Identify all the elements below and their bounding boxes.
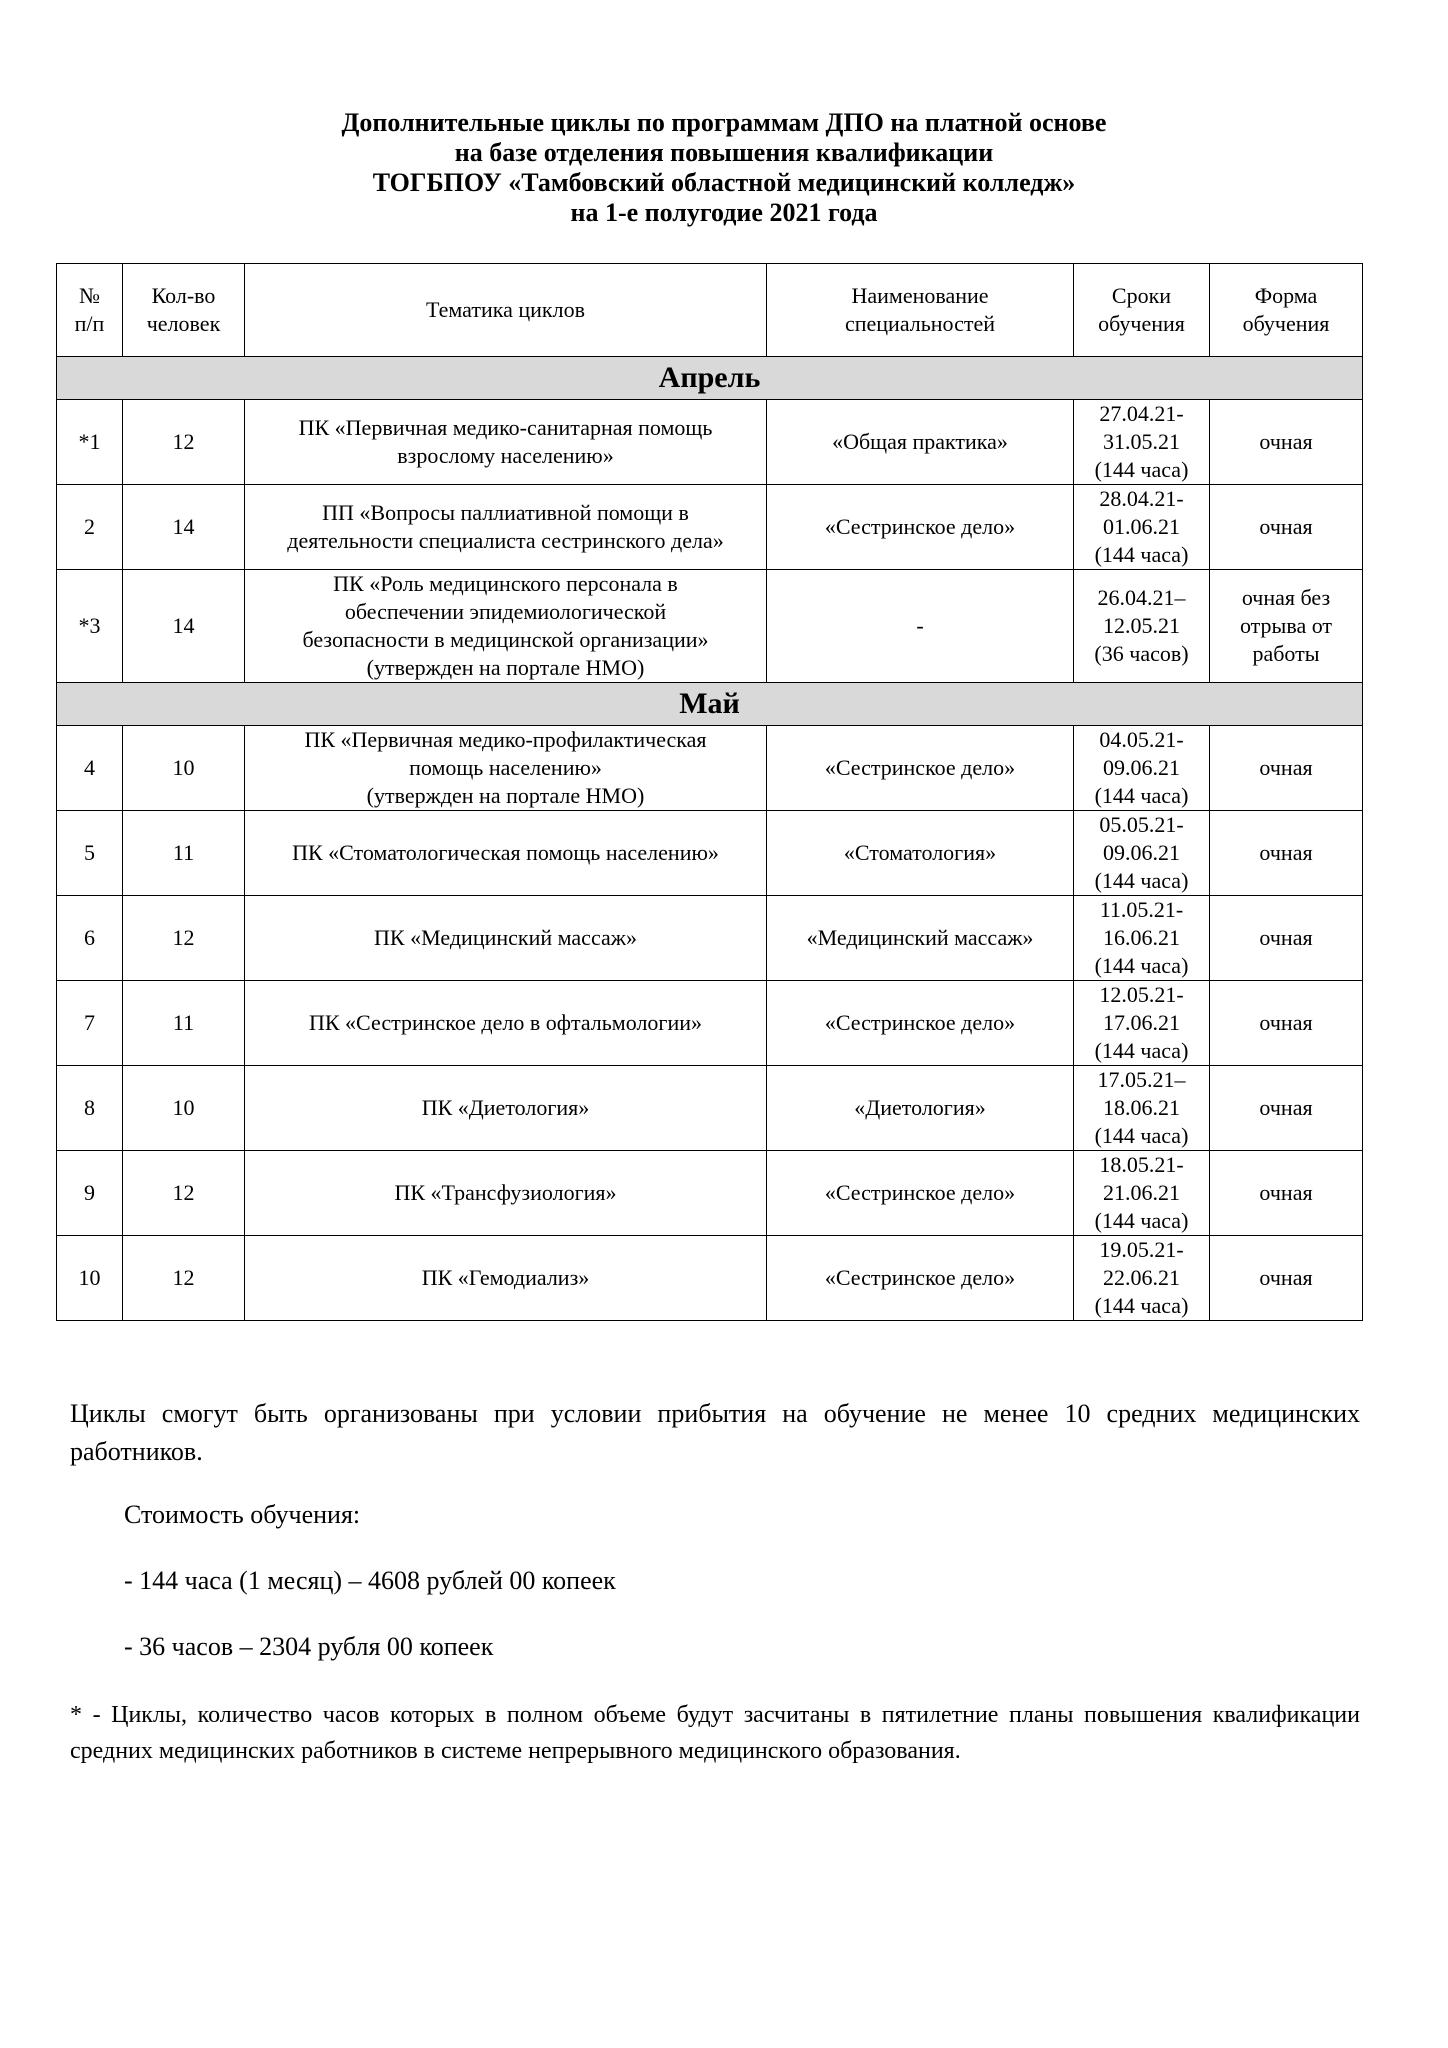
header-form: Форма обучения xyxy=(1210,264,1363,357)
cell-topic: ПК «Первичная медико-профилактическая помощь населению» (утвержден на портале НМО) xyxy=(245,726,767,811)
table-header-row xyxy=(57,264,1363,357)
cell-specialty: «Сестринское дело» xyxy=(767,981,1074,1066)
cell-topic: ПП «Вопросы паллиативной помощи в деятельности специалиста сестринского дела» xyxy=(245,485,767,570)
header-number: № п/п xyxy=(57,264,123,357)
cell-specialty: «Общая практика» xyxy=(767,400,1074,485)
cell-specialty: «Сестринское дело» xyxy=(767,485,1074,570)
table-row xyxy=(57,1151,1363,1236)
table-row xyxy=(57,981,1363,1066)
cell-specialty: «Диетология» xyxy=(767,1066,1074,1151)
cell-specialty: «Сестринское дело» xyxy=(767,726,1074,811)
cell-topic: ПК «Роль медицинского персонала в обеспечении эпидемиологической безопасности в медицинской организации» (утвержден на портале НМО) xyxy=(245,570,767,683)
cell-specialty: «Сестринское дело» xyxy=(767,1236,1074,1321)
table-row xyxy=(57,896,1363,981)
cell-dates: 11.05.21- 16.06.21 (144 часа) xyxy=(1074,896,1210,981)
cell-dates: 26.04.21– 12.05.21 (36 часов) xyxy=(1074,570,1210,683)
table-row xyxy=(57,485,1363,570)
header-dates: Сроки обучения xyxy=(1074,264,1210,357)
cell-topic: ПК «Стоматологическая помощь населению» xyxy=(245,811,767,896)
cell-dates: 04.05.21- 09.06.21 (144 часа) xyxy=(1074,726,1210,811)
cell-number: 8 xyxy=(57,1066,123,1151)
cell-form: очная xyxy=(1210,896,1363,981)
cell-form: очная без отрыва от работы xyxy=(1210,570,1363,683)
cost-36-hours: - 36 часов – 2304 рубля 00 копеек xyxy=(124,1632,494,1661)
table-row xyxy=(57,726,1363,811)
cell-dates: 18.05.21- 21.06.21 (144 часа) xyxy=(1074,1151,1210,1236)
table-row xyxy=(57,400,1363,485)
cell-dates: 05.05.21- 09.06.21 (144 часа) xyxy=(1074,811,1210,896)
cell-form: очная xyxy=(1210,485,1363,570)
cell-people: 12 xyxy=(123,400,245,485)
cell-specialty: «Стоматология» xyxy=(767,811,1074,896)
cell-people: 11 xyxy=(123,981,245,1066)
cell-specialty: - xyxy=(767,570,1074,683)
cell-topic: ПК «Трансфузиология» xyxy=(245,1151,767,1236)
cell-number: 6 xyxy=(57,896,123,981)
cell-people: 12 xyxy=(123,1236,245,1321)
cell-number: 2 xyxy=(57,485,123,570)
cell-form: очная xyxy=(1210,1151,1363,1236)
document-title xyxy=(0,108,1448,228)
table-row xyxy=(57,811,1363,896)
cell-number: *3 xyxy=(57,570,123,683)
cell-topic: ПК «Гемодиализ» xyxy=(245,1236,767,1321)
month-row-april xyxy=(57,357,1363,400)
cell-form: очная xyxy=(1210,726,1363,811)
cell-topic: ПК «Первичная медико-санитарная помощь взрослому населению» xyxy=(245,400,767,485)
cell-number: 5 xyxy=(57,811,123,896)
cell-people: 12 xyxy=(123,896,245,981)
cost-144-hours: - 144 часа (1 месяц) – 4608 рублей 00 копеек xyxy=(124,1566,616,1595)
month-row-may xyxy=(57,683,1363,726)
cell-specialty: «Сестринское дело» xyxy=(767,1151,1074,1236)
title-line-1: Дополнительные циклы по программам ДПО на платной основе xyxy=(341,108,1107,137)
title-line-2: на базе отделения повышения квалификации xyxy=(454,138,994,167)
cell-form: очная xyxy=(1210,811,1363,896)
cell-specialty: «Медицинский массаж» xyxy=(767,896,1074,981)
cell-form: очная xyxy=(1210,1236,1363,1321)
cell-dates: 27.04.21- 31.05.21 (144 часа) xyxy=(1074,400,1210,485)
cell-people: 12 xyxy=(123,1151,245,1236)
month-label: Апрель xyxy=(57,357,1363,400)
cell-number: 4 xyxy=(57,726,123,811)
cell-people: 14 xyxy=(123,570,245,683)
cell-dates: 19.05.21- 22.06.21 (144 часа) xyxy=(1074,1236,1210,1321)
header-specialty: Наименование специальностей xyxy=(767,264,1074,357)
table-row xyxy=(57,570,1363,683)
cell-number: *1 xyxy=(57,400,123,485)
header-people: Кол-во человек xyxy=(123,264,245,357)
cell-topic: ПК «Диетология» xyxy=(245,1066,767,1151)
cell-dates: 28.04.21- 01.06.21 (144 часа) xyxy=(1074,485,1210,570)
condition-text: Циклы смогут быть организованы при условии прибытия на обучение не менее 10 средних медицинских работников. xyxy=(70,1399,1360,1466)
title-line-4: на 1-е полугодие 2021 года xyxy=(570,198,878,227)
cell-people: 14 xyxy=(123,485,245,570)
cell-topic: ПК «Медицинский массаж» xyxy=(245,896,767,981)
title-line-3: ТОГБПОУ «Тамбовский областной медицинский колледж» xyxy=(372,168,1076,197)
cell-people: 11 xyxy=(123,811,245,896)
cell-dates: 12.05.21- 17.06.21 (144 часа) xyxy=(1074,981,1210,1066)
cell-topic: ПК «Сестринское дело в офтальмологии» xyxy=(245,981,767,1066)
cell-dates: 17.05.21– 18.06.21 (144 часа) xyxy=(1074,1066,1210,1151)
cell-people: 10 xyxy=(123,726,245,811)
table-row xyxy=(57,1236,1363,1321)
cell-form: очная xyxy=(1210,400,1363,485)
schedule-table xyxy=(56,263,1363,1321)
cell-number: 10 xyxy=(57,1236,123,1321)
cell-number: 9 xyxy=(57,1151,123,1236)
cell-people: 10 xyxy=(123,1066,245,1151)
month-label: Май xyxy=(57,683,1363,726)
cell-form: очная xyxy=(1210,981,1363,1066)
cost-label: Стоимость обучения: xyxy=(124,1500,361,1529)
table-row xyxy=(57,1066,1363,1151)
footnote: * - Циклы, количество часов которых в полном объеме будут засчитаны в пятилетние планы повышения квалификации средних медицинских работников в системе непрерывного медицинского образования. xyxy=(70,1702,1360,1764)
header-topic: Тематика циклов xyxy=(245,264,767,357)
cell-form: очная xyxy=(1210,1066,1363,1151)
cell-number: 7 xyxy=(57,981,123,1066)
